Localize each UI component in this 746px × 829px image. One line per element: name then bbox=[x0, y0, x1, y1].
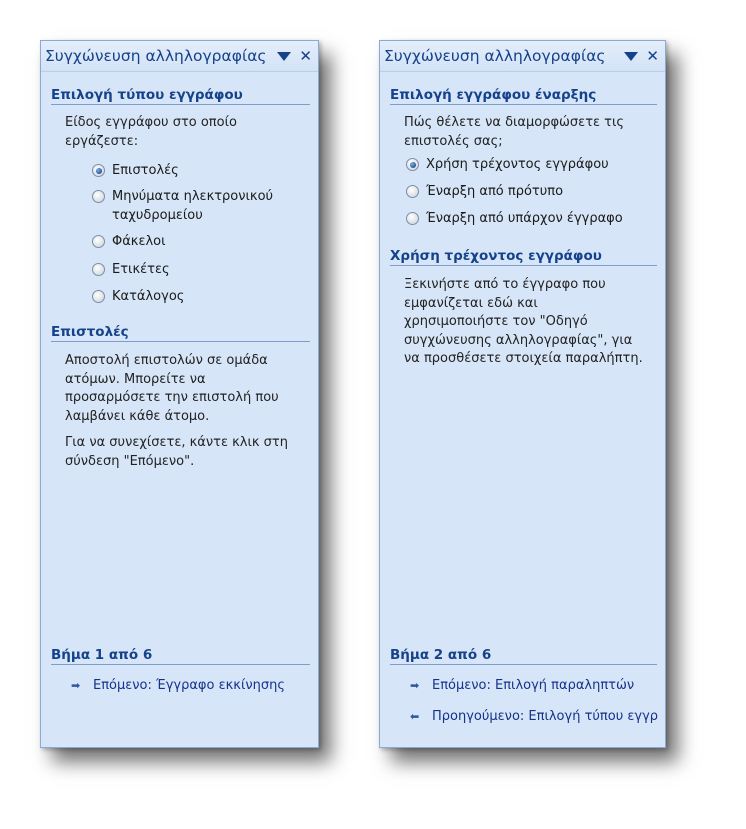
triangle-down-icon[interactable] bbox=[277, 52, 291, 61]
use-current-document-description: Ξεκινήστε από το έγγραφο που εμφανίζεται εδώ και χρησιμοποιήστε τον "Οδηγό συγχώνευσης αλληλογραφίας", για να προσθέσετε στοιχεία παραλήπτη. bbox=[404, 277, 643, 366]
radio-icon[interactable] bbox=[92, 263, 105, 276]
continue-instructions: Για να συνεχίσετε, κάντε κλικ στη σύνδεση "Επόμενο". bbox=[65, 435, 288, 469]
radio-option-email[interactable] bbox=[92, 188, 302, 225]
next-step-link[interactable] bbox=[71, 678, 285, 693]
radio-selected-icon[interactable] bbox=[92, 164, 105, 177]
triangle-down-icon[interactable] bbox=[624, 52, 638, 61]
pane-titlebar bbox=[41, 41, 318, 72]
radio-option-envelopes[interactable] bbox=[92, 233, 166, 252]
radio-label: Κατάλογος bbox=[112, 289, 185, 304]
pane-title: Συγχώνευση αλληλογραφίας bbox=[384, 47, 606, 65]
radio-label: Χρήση τρέχοντος εγγράφου bbox=[426, 157, 609, 172]
section-header-use-current-document: Χρήση τρέχοντος εγγράφου bbox=[390, 248, 657, 266]
radio-icon[interactable] bbox=[92, 235, 105, 248]
previous-step-label: Προηγούμενο: Επιλογή τύπου εγγρ bbox=[432, 709, 659, 724]
radio-option-use-current-document[interactable] bbox=[406, 156, 609, 175]
radio-option-directory[interactable] bbox=[92, 288, 184, 307]
left-arrow-icon: ⬅ bbox=[410, 710, 420, 723]
radio-label: Μηνύματα ηλεκτρονικού ταχυδρομείου bbox=[112, 189, 274, 223]
section-header-starting-document: Επιλογή εγγράφου έναρξης bbox=[390, 87, 657, 105]
starting-document-question: Πώς θέλετε να διαμορφώσετε τις επιστολές σας; bbox=[404, 115, 625, 149]
right-arrow-icon: ➡ bbox=[71, 679, 81, 692]
mail-merge-pane-step1 bbox=[40, 40, 319, 748]
pane-titlebar bbox=[380, 41, 665, 72]
radio-selected-icon[interactable] bbox=[406, 158, 419, 171]
pane-title: Συγχώνευση αλληλογραφίας bbox=[45, 47, 267, 65]
letters-description: Αποστολή επιστολών σε ομάδα ατόμων. Μπορείτε να προσαρμόσετε την επιστολή που λαμβάνει κάθε άτομο. bbox=[65, 353, 279, 424]
radio-label: Φάκελοι bbox=[112, 234, 166, 249]
step-indicator: Βήμα 2 από 6 bbox=[390, 647, 657, 665]
radio-icon[interactable] bbox=[92, 290, 105, 303]
next-step-label: Επόμενο: Έγγραφο εκκίνησης bbox=[93, 678, 285, 693]
mail-merge-pane-step2 bbox=[379, 40, 666, 748]
radio-icon[interactable] bbox=[406, 212, 419, 225]
next-step-label: Επόμενο: Επιλογή παραληπτών bbox=[432, 678, 635, 693]
section-header-document-type: Επιλογή τύπου εγγράφου bbox=[51, 87, 310, 105]
radio-label: Ετικέτες bbox=[112, 262, 170, 277]
radio-label: Έναρξη από πρότυπο bbox=[426, 184, 564, 199]
radio-icon[interactable] bbox=[406, 185, 419, 198]
radio-icon[interactable] bbox=[92, 190, 105, 203]
radio-label: Έναρξη από υπάρχον έγγραφο bbox=[426, 211, 623, 226]
radio-option-labels[interactable] bbox=[92, 261, 170, 280]
radio-option-letters[interactable] bbox=[92, 162, 302, 181]
radio-label: Επιστολές bbox=[112, 163, 179, 178]
close-icon[interactable]: ✕ bbox=[299, 46, 312, 65]
section-header-letters: Επιστολές bbox=[51, 324, 310, 342]
radio-option-start-from-existing[interactable] bbox=[406, 210, 623, 229]
document-type-question: Είδος εγγράφου στο οποίο εργάζεστε: bbox=[65, 115, 237, 149]
right-arrow-icon: ➡ bbox=[410, 679, 420, 692]
radio-option-start-from-template[interactable] bbox=[406, 183, 563, 202]
step-indicator: Βήμα 1 από 6 bbox=[51, 647, 310, 665]
next-step-link[interactable] bbox=[410, 678, 634, 693]
previous-step-link[interactable] bbox=[410, 709, 665, 724]
close-icon[interactable]: ✕ bbox=[646, 46, 659, 65]
